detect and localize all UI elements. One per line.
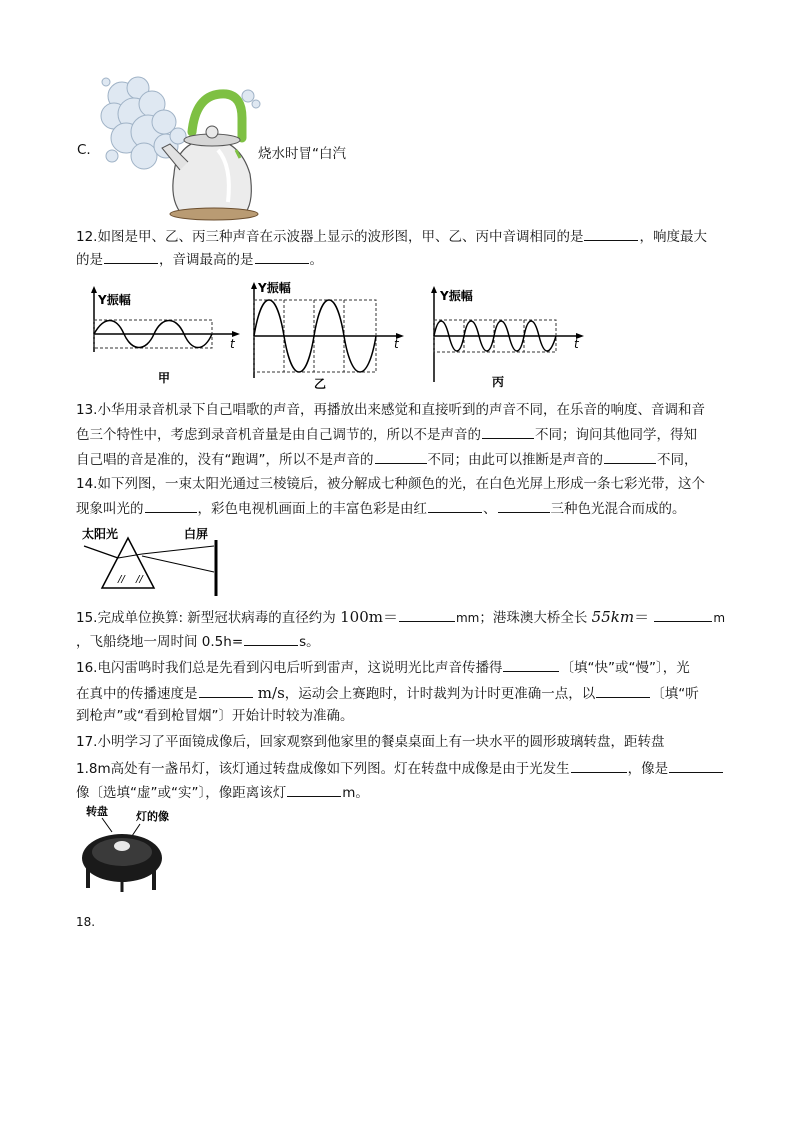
q13-text-1: 色三个特性中，考虑到录音机音量是由自己调节的，所以不是声音的 <box>76 427 481 443</box>
q13-text-2: 不同；询问其他同学，得知 <box>535 427 697 443</box>
q17-text-1: 1.8m高处有一盏吊灯，该灯通过转盘成像如下列图。灯在转盘中成像是由于光发生 <box>76 761 570 777</box>
q15-text-1: 15.完成单位换算: 新型冠状病毒的直径约为 <box>76 610 336 626</box>
q15-value-55: 55 <box>591 608 611 626</box>
question-16 <box>76 657 690 678</box>
xlabel-yi: t <box>394 337 399 351</box>
q16-text-1: 16.电闪雷鸣时我们总是先看到闪电后听到雷声，这说明光比声音传播得 <box>76 660 503 676</box>
q16-text-4: ，运动会上赛跑时，计时裁判为计时更准确一点，以 <box>284 686 596 702</box>
label-sunlight: 太阳光 <box>82 527 119 541</box>
question-17-line2 <box>76 758 724 779</box>
q14-blank-blue[interactable] <box>498 498 550 513</box>
q16-blank-timing[interactable] <box>596 683 650 698</box>
q13-blank-loudness[interactable] <box>482 424 534 439</box>
q17-text-4: m。 <box>342 785 369 801</box>
q16-blank-speed[interactable] <box>199 683 253 698</box>
q13-blank-pitch[interactable] <box>375 449 427 464</box>
q16-unit-ms: m/s <box>257 684 285 702</box>
q12-text-1: 12.如图是甲、乙、丙三种声音在示波器上显示的波形图，甲、乙、丙中音调相同的是 <box>76 229 584 245</box>
ylabel-bing: Y振幅 <box>440 289 473 303</box>
q16-blank-fast-slow[interactable] <box>503 657 559 672</box>
label-lamp-image: 灯的像 <box>136 810 169 823</box>
label-turntable: 转盘 <box>86 805 108 818</box>
q15-equals: ＝ <box>634 608 650 626</box>
option-c-caption: 烧水时冒“白汽 <box>258 146 346 162</box>
q17-text-3: 像〔选填“虚”或“实”〕，像距离该灯 <box>76 785 287 801</box>
question-16-line2 <box>76 683 699 704</box>
q15-blank-s[interactable] <box>244 631 298 646</box>
question-18: 18. <box>76 915 96 929</box>
q15-text-3: ，飞船绕地一周时间 0.5h= <box>76 634 244 650</box>
q12-text-4: ，音调最高的是 <box>159 252 254 268</box>
q13-text-4: 不同；由此可以推断是声音的 <box>427 452 603 468</box>
q16-text-3: 在真中的传播速度是 <box>76 686 198 702</box>
question-12 <box>76 226 707 247</box>
q17-text-2: ，像是 <box>627 761 669 777</box>
ylabel-yi: Y振幅 <box>258 281 291 295</box>
q16-text-5: 〔填“听 <box>651 686 699 702</box>
name-bing: 丙 <box>492 375 505 389</box>
waveform-yi <box>244 278 410 392</box>
xlabel-jia: t <box>230 337 235 351</box>
question-12-line2 <box>76 249 323 270</box>
q16-text-2: 〔填“快”或“慢”〕，光 <box>560 660 690 676</box>
q15-unit-mm: mm <box>455 611 480 625</box>
q15-value-100m: 100m＝ <box>340 608 398 626</box>
kettle-steam-image <box>100 74 265 222</box>
question-15-line2 <box>76 631 320 652</box>
q15-text-4: s。 <box>299 634 320 650</box>
q13-text-3: 自己唱的音是准的，没有“跑调”，所以不是声音的 <box>76 452 374 468</box>
q15-unit-km: km <box>610 608 635 626</box>
q15-text-2: ；港珠澳大桥全长 <box>479 610 588 626</box>
q12-text-3: 的是 <box>76 252 103 268</box>
xlabel-bing: t <box>574 337 579 351</box>
q14-text-4: 三种色光混合而成的。 <box>550 501 686 517</box>
question-17-line3 <box>76 782 369 803</box>
question-17: 17.小明学习了平面镜成像后，回家观察到他家里的餐桌桌面上有一块水平的圆形玻璃转盘，距转盘 <box>76 734 665 750</box>
q12-blank-same-pitch[interactable] <box>584 226 638 241</box>
question-13: 13.小华用录音机录下自己唱歌的声音，再播放出来感觉和直接听到的声音不同，在乐音的响度、音调和音 <box>76 402 705 418</box>
q14-blank-dispersion[interactable] <box>145 498 197 513</box>
question-14-line2 <box>76 498 686 519</box>
question-14: 14.如下列图，一束太阳光通过三棱镜后，被分解成七种颜色的光，在白色光屏上形成一条七彩光带，这个 <box>76 476 705 492</box>
q15-blank-mm[interactable] <box>399 607 455 622</box>
question-13-line2 <box>76 424 697 445</box>
name-jia: 甲 <box>158 371 171 385</box>
q12-text-2: ，响度最大 <box>639 229 707 245</box>
svg-text://: // <box>118 574 125 585</box>
q14-blank-green[interactable] <box>428 498 482 513</box>
question-15 <box>76 607 725 628</box>
name-yi: 乙 <box>314 377 327 391</box>
turntable-figure <box>78 802 190 894</box>
ylabel-jia: Y振幅 <box>98 293 131 307</box>
q14-text-1: 现象叫光的 <box>76 501 144 517</box>
waveform-jia <box>84 282 244 390</box>
label-white-screen: 白屏 <box>184 527 209 541</box>
question-13-line3 <box>76 449 698 470</box>
q17-blank-distance[interactable] <box>287 782 341 797</box>
q13-blank-timbre[interactable] <box>604 449 656 464</box>
q13-text-5: 不同， <box>657 452 698 468</box>
q12-blank-highest-pitch[interactable] <box>255 249 309 264</box>
waveform-bing <box>424 282 590 390</box>
q15-unit-m: m <box>713 611 726 625</box>
option-c-label: C. <box>77 142 91 158</box>
q14-text-3: 、 <box>483 501 497 517</box>
q12-blank-loudest[interactable] <box>104 249 158 264</box>
q14-text-2: ，彩色电视机画面上的丰富色彩是由红 <box>197 501 427 517</box>
prism-figure <box>80 524 230 600</box>
svg-text://: // <box>136 574 143 585</box>
q12-text-5: 。 <box>309 252 323 268</box>
q17-blank-reflection[interactable] <box>571 758 627 773</box>
question-16-line3: 到枪声”或“看到枪冒烟”〕开始计时较为准确。 <box>76 708 354 724</box>
q17-blank-virtual-real[interactable] <box>669 758 723 773</box>
q15-blank-m[interactable] <box>654 607 712 622</box>
